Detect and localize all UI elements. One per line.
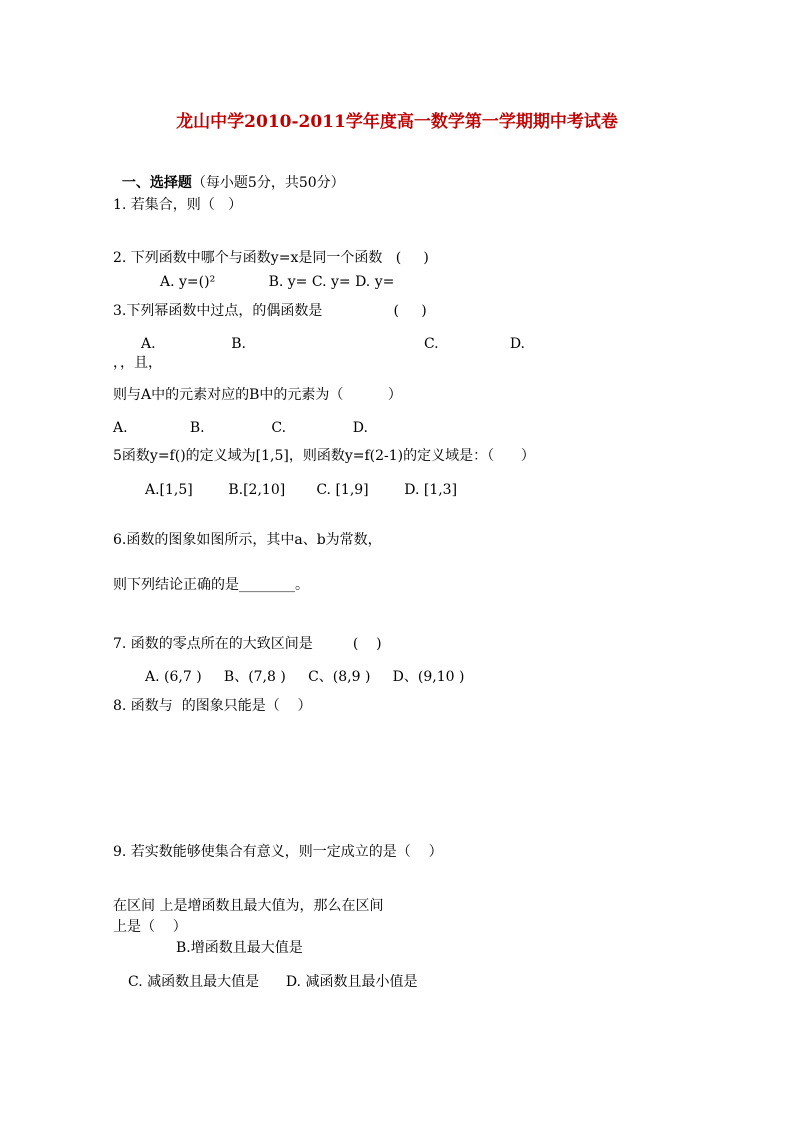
page-title: 龙山中学2010-2011学年度高一数学第一学期期中考试卷 <box>176 112 618 132</box>
question-8: 8. 函数与 的图象只能是（ ） <box>113 698 312 714</box>
question-5-options: A.[1,5] B.[2,10] C. [1,9] D. [1,3] <box>145 482 458 498</box>
question-10-continued: 上是（ ） <box>113 919 187 935</box>
question-4-options: A. B. C. D. <box>113 420 368 436</box>
question-3-options: A. B. C. D. <box>141 336 526 352</box>
question-10-options-cd: C. 减函数且最大值是 D. 减函数且最小值是 <box>128 974 418 990</box>
question-1: 1. 若集合，则（ ） <box>113 197 243 213</box>
question-7-options: A. (6,7 ) B、(7,8 ) C、(8,9 ) D、(9,10 ) <box>145 669 465 685</box>
question-2-options: A. y=()² B. y= C. y= D. y= <box>160 274 395 290</box>
question-3: 3.下列幂函数中过点，的偶函数是 ( ) <box>113 303 427 319</box>
section-title: 一、选择题 <box>121 175 192 191</box>
question-6: 6.函数的图象如图所示，其中a、b为常数， <box>113 532 382 548</box>
question-10-option-b: B.增函数且最大值是 <box>176 940 303 956</box>
question-6-prompt: 则下列结论正确的是________。 <box>113 577 309 593</box>
question-4-stem: ，，且， <box>113 355 162 371</box>
question-5: 5函数y=f()的定义域为[1,5]，则函数y=f(2-1)的定义域是：（ ） <box>113 448 535 464</box>
section-heading <box>113 156 345 192</box>
question-10: 在区间 上是增函数且最大值为，那么在区间 <box>113 898 384 914</box>
question-7: 7. 函数的零点所在的大致区间是 ( ) <box>113 636 382 652</box>
question-9: 9. 若实数能够使集合有意义，则一定成立的是（ ） <box>113 844 443 860</box>
question-2: 2. 下列函数中哪个与函数y=x是同一个函数 ( ) <box>113 250 429 266</box>
section-score-note: （每小题5分，共50分） <box>191 175 345 191</box>
question-4: 则与A中的元素对应的B中的元素为（ ） <box>113 387 402 403</box>
